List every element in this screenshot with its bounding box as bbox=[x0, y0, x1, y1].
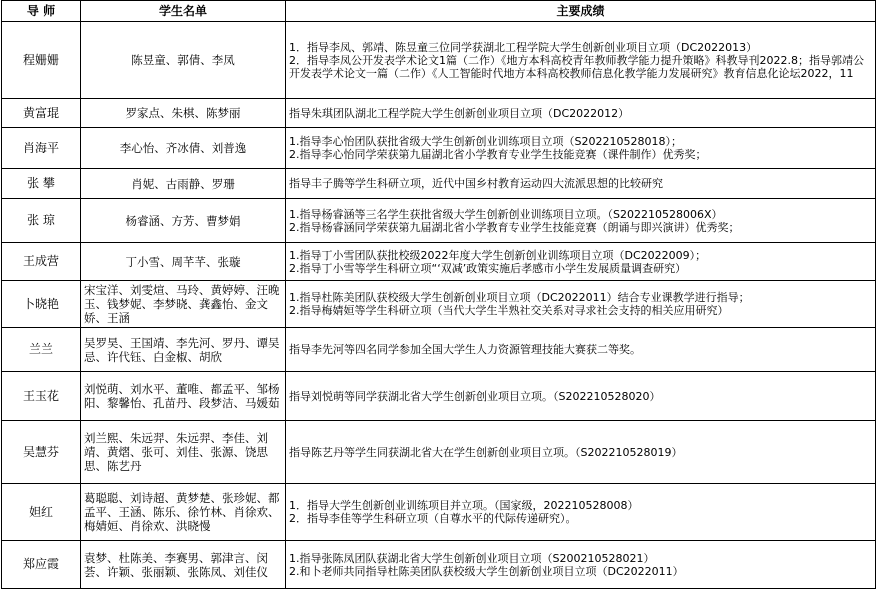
achievement-line: 2．指导李佳等学生科研立项（自尊水平的代际传递研究）。 bbox=[289, 512, 577, 525]
students-cell bbox=[81, 22, 286, 99]
achievements-cell bbox=[286, 328, 876, 372]
teacher-cell: 郑应霞 bbox=[2, 541, 81, 589]
teacher-cell: 张 攀 bbox=[2, 169, 81, 199]
table-row bbox=[2, 22, 876, 99]
achievement-line: 1.指导李心怡团队获批省级大学生创新创业训练项目立项（S202210528018）； bbox=[289, 135, 682, 148]
students-list: 罗家点、朱棋、陈梦丽 bbox=[125, 106, 241, 120]
students-list: 杨睿涵、方芳、曹梦娟 bbox=[125, 213, 241, 228]
header-teacher: 导 师 bbox=[2, 1, 81, 22]
teacher-cell: 肖海平 bbox=[2, 128, 81, 169]
achievement-line: 2.指导杨睿涵同学荣获第九届湖北省小学教育专业学生技能竞赛（朗诵与即兴演讲）优秀奖； bbox=[289, 220, 740, 234]
teacher-cell: 兰兰 bbox=[2, 328, 81, 372]
students-list: 袁梦、杜陈美、李赛男、郭津言、闵荟、许颖、张丽颖、张陈凤、刘佳仪 bbox=[84, 550, 268, 579]
table-row bbox=[2, 128, 876, 169]
table-row bbox=[2, 169, 876, 199]
table-row bbox=[2, 372, 876, 421]
table-row bbox=[2, 199, 876, 243]
achievement-line: 1.指导杨睿涵等三名学生获批省级大学生创新创业训练项目立项。（S202210528006X） bbox=[289, 207, 723, 221]
achievement-line: 2.指导梅婧姮等学生科研立项（当代大学生半熟社交关系对寻求社会支持的相关应用研究） bbox=[289, 304, 729, 317]
students-list: 丁小雪、周芊芊、张璇 bbox=[125, 254, 241, 269]
achievements-cell bbox=[286, 169, 876, 199]
students-cell bbox=[81, 243, 286, 281]
achievement-line: 1．指导李凤、郭靖、陈昱童三位同学获湖北工程学院大学生创新创业项目立项（DC2022013） bbox=[289, 40, 758, 54]
teacher-cell: 妲红 bbox=[2, 484, 81, 541]
achievement-line: 指导丰子腾等学生科研立项，近代中国乡村教育运动四大流派思想的比较研究 bbox=[289, 177, 663, 190]
teacher-cell: 吴慧芬 bbox=[2, 421, 81, 484]
table-row bbox=[2, 99, 876, 128]
achievement-line: 1.指导丁小雪团队获批校级2022年度大学生创新创业训练项目立项（DC2022009）； bbox=[289, 248, 707, 262]
achievements-cell bbox=[286, 372, 876, 421]
achievements-cell bbox=[286, 421, 876, 484]
students-list: 吴罗昊、王国靖、李先河、罗丹、谭吴忌、许代钰、白金椒、胡欣 bbox=[84, 335, 280, 364]
students-list: 刘悦萌、刘水平、董唯、都孟平、邹杨阳、黎馨怡、孔苗丹、段梦洁、马媛茹 bbox=[84, 382, 280, 410]
table-row bbox=[2, 243, 876, 281]
achievements-cell bbox=[286, 128, 876, 169]
achievements-cell bbox=[286, 281, 876, 328]
achievement-line: 2．指导李凤公开发表学术论文1篇（二作）《地方本科高校青年教师教学能力提升策略》科教导刊2022.8；指导郭靖公开发表学术论文一篇（二作）《人工智能时代地方本科高校教师信息化教学能力发展研究》教育信息化论坛2022，11 bbox=[289, 53, 864, 80]
teacher-cell: 张 琼 bbox=[2, 199, 81, 243]
achievements-cell bbox=[286, 541, 876, 589]
students-list: 肖妮、古雨静、罗珊 bbox=[131, 176, 235, 191]
header-achievements: 主要成绩 bbox=[286, 1, 876, 22]
header-students: 学生名单 bbox=[81, 1, 286, 22]
achievements-cell bbox=[286, 22, 876, 99]
students-list: 陈昱童、郭倩、李凤 bbox=[131, 53, 235, 67]
table-row bbox=[2, 541, 876, 589]
achievement-line: 1.指导张陈凤团队获湖北省大学生创新创业项目立项（S200210528021） bbox=[289, 551, 655, 565]
students-cell bbox=[81, 328, 286, 372]
achievement-line: 2.指导李心怡同学荣获第九届湖北省小学教育专业学生技能竞赛（课件制作）优秀奖； bbox=[289, 148, 707, 161]
achievements-cell bbox=[286, 484, 876, 541]
teacher-cell: 王成营 bbox=[2, 243, 81, 281]
students-list: 李心怡、齐冰倩、刘普逸 bbox=[119, 141, 247, 155]
table-row bbox=[2, 328, 876, 372]
students-cell bbox=[81, 484, 286, 541]
table-row bbox=[2, 281, 876, 328]
students-list: 宋宝洋、刘雯煊、马玲、黄婷婷、汪晚玉、钱梦妮、李梦晓、龚鑫怡、金文娇、王涵 bbox=[84, 283, 280, 325]
achievements-cell bbox=[286, 99, 876, 128]
students-cell bbox=[81, 128, 286, 169]
table-header-row bbox=[2, 1, 876, 22]
students-cell bbox=[81, 169, 286, 199]
achievements-cell bbox=[286, 243, 876, 281]
achievement-line: 指导陈艺丹等学生同获湖北省大在学生创新创业项目立项。（S202210528019） bbox=[289, 445, 683, 459]
teacher-cell: 卜晓艳 bbox=[2, 281, 81, 328]
students-cell bbox=[81, 199, 286, 243]
achievement-line: 指导李先河等四名同学参加全国大学生人力资源管理技能大赛获二等奖。 bbox=[289, 343, 641, 356]
achievement-line: 指导朱琪团队湖北工程学院大学生创新创业项目立项（DC2022012） bbox=[289, 106, 630, 120]
table-body bbox=[2, 22, 876, 589]
achievement-line: 1.指导杜陈美团队获校级大学生创新创业项目立项（DC2022011）结合专业课教学进行指导； bbox=[289, 291, 750, 304]
achievements-cell bbox=[286, 199, 876, 243]
achievement-line: 2.指导丁小雪等学生科研立项“‘双减’政策实施后孝感市小学生发展质量调查研究） bbox=[289, 261, 687, 275]
students-cell bbox=[81, 99, 286, 128]
teacher-cell: 黄富琨 bbox=[2, 99, 81, 128]
table-row bbox=[2, 484, 876, 541]
achievement-line: 2.和卜老师共同指导杜陈美团队获校级大学生创新创业项目立项（DC2022011） bbox=[289, 564, 684, 578]
students-cell bbox=[81, 421, 286, 484]
students-cell bbox=[81, 541, 286, 589]
achievements-table bbox=[1, 0, 876, 589]
teacher-cell: 程姗姗 bbox=[2, 22, 81, 99]
students-list: 刘兰熙、朱远羿、朱远羿、李佳、刘靖、黄熠、张可、刘佳、张源、饶思思、陈艺丹 bbox=[84, 431, 268, 473]
students-list: 葛聪聪、刘诗超、黄梦楚、张珍妮、都孟平、王涵、陈乐、徐竹林、肖徐欢、梅婧姮、肖徐欢、洪晓慢 bbox=[84, 491, 280, 533]
achievement-line: 1．指导大学生创新创业训练项目并立项。（国家级，202210528008） bbox=[289, 499, 639, 512]
table-row bbox=[2, 421, 876, 484]
achievement-line: 指导刘悦萌等同学获湖北省大学生创新创业项目立项。（S202210528020） bbox=[289, 389, 661, 403]
students-cell bbox=[81, 281, 286, 328]
students-cell bbox=[81, 372, 286, 421]
teacher-cell: 王玉花 bbox=[2, 372, 81, 421]
